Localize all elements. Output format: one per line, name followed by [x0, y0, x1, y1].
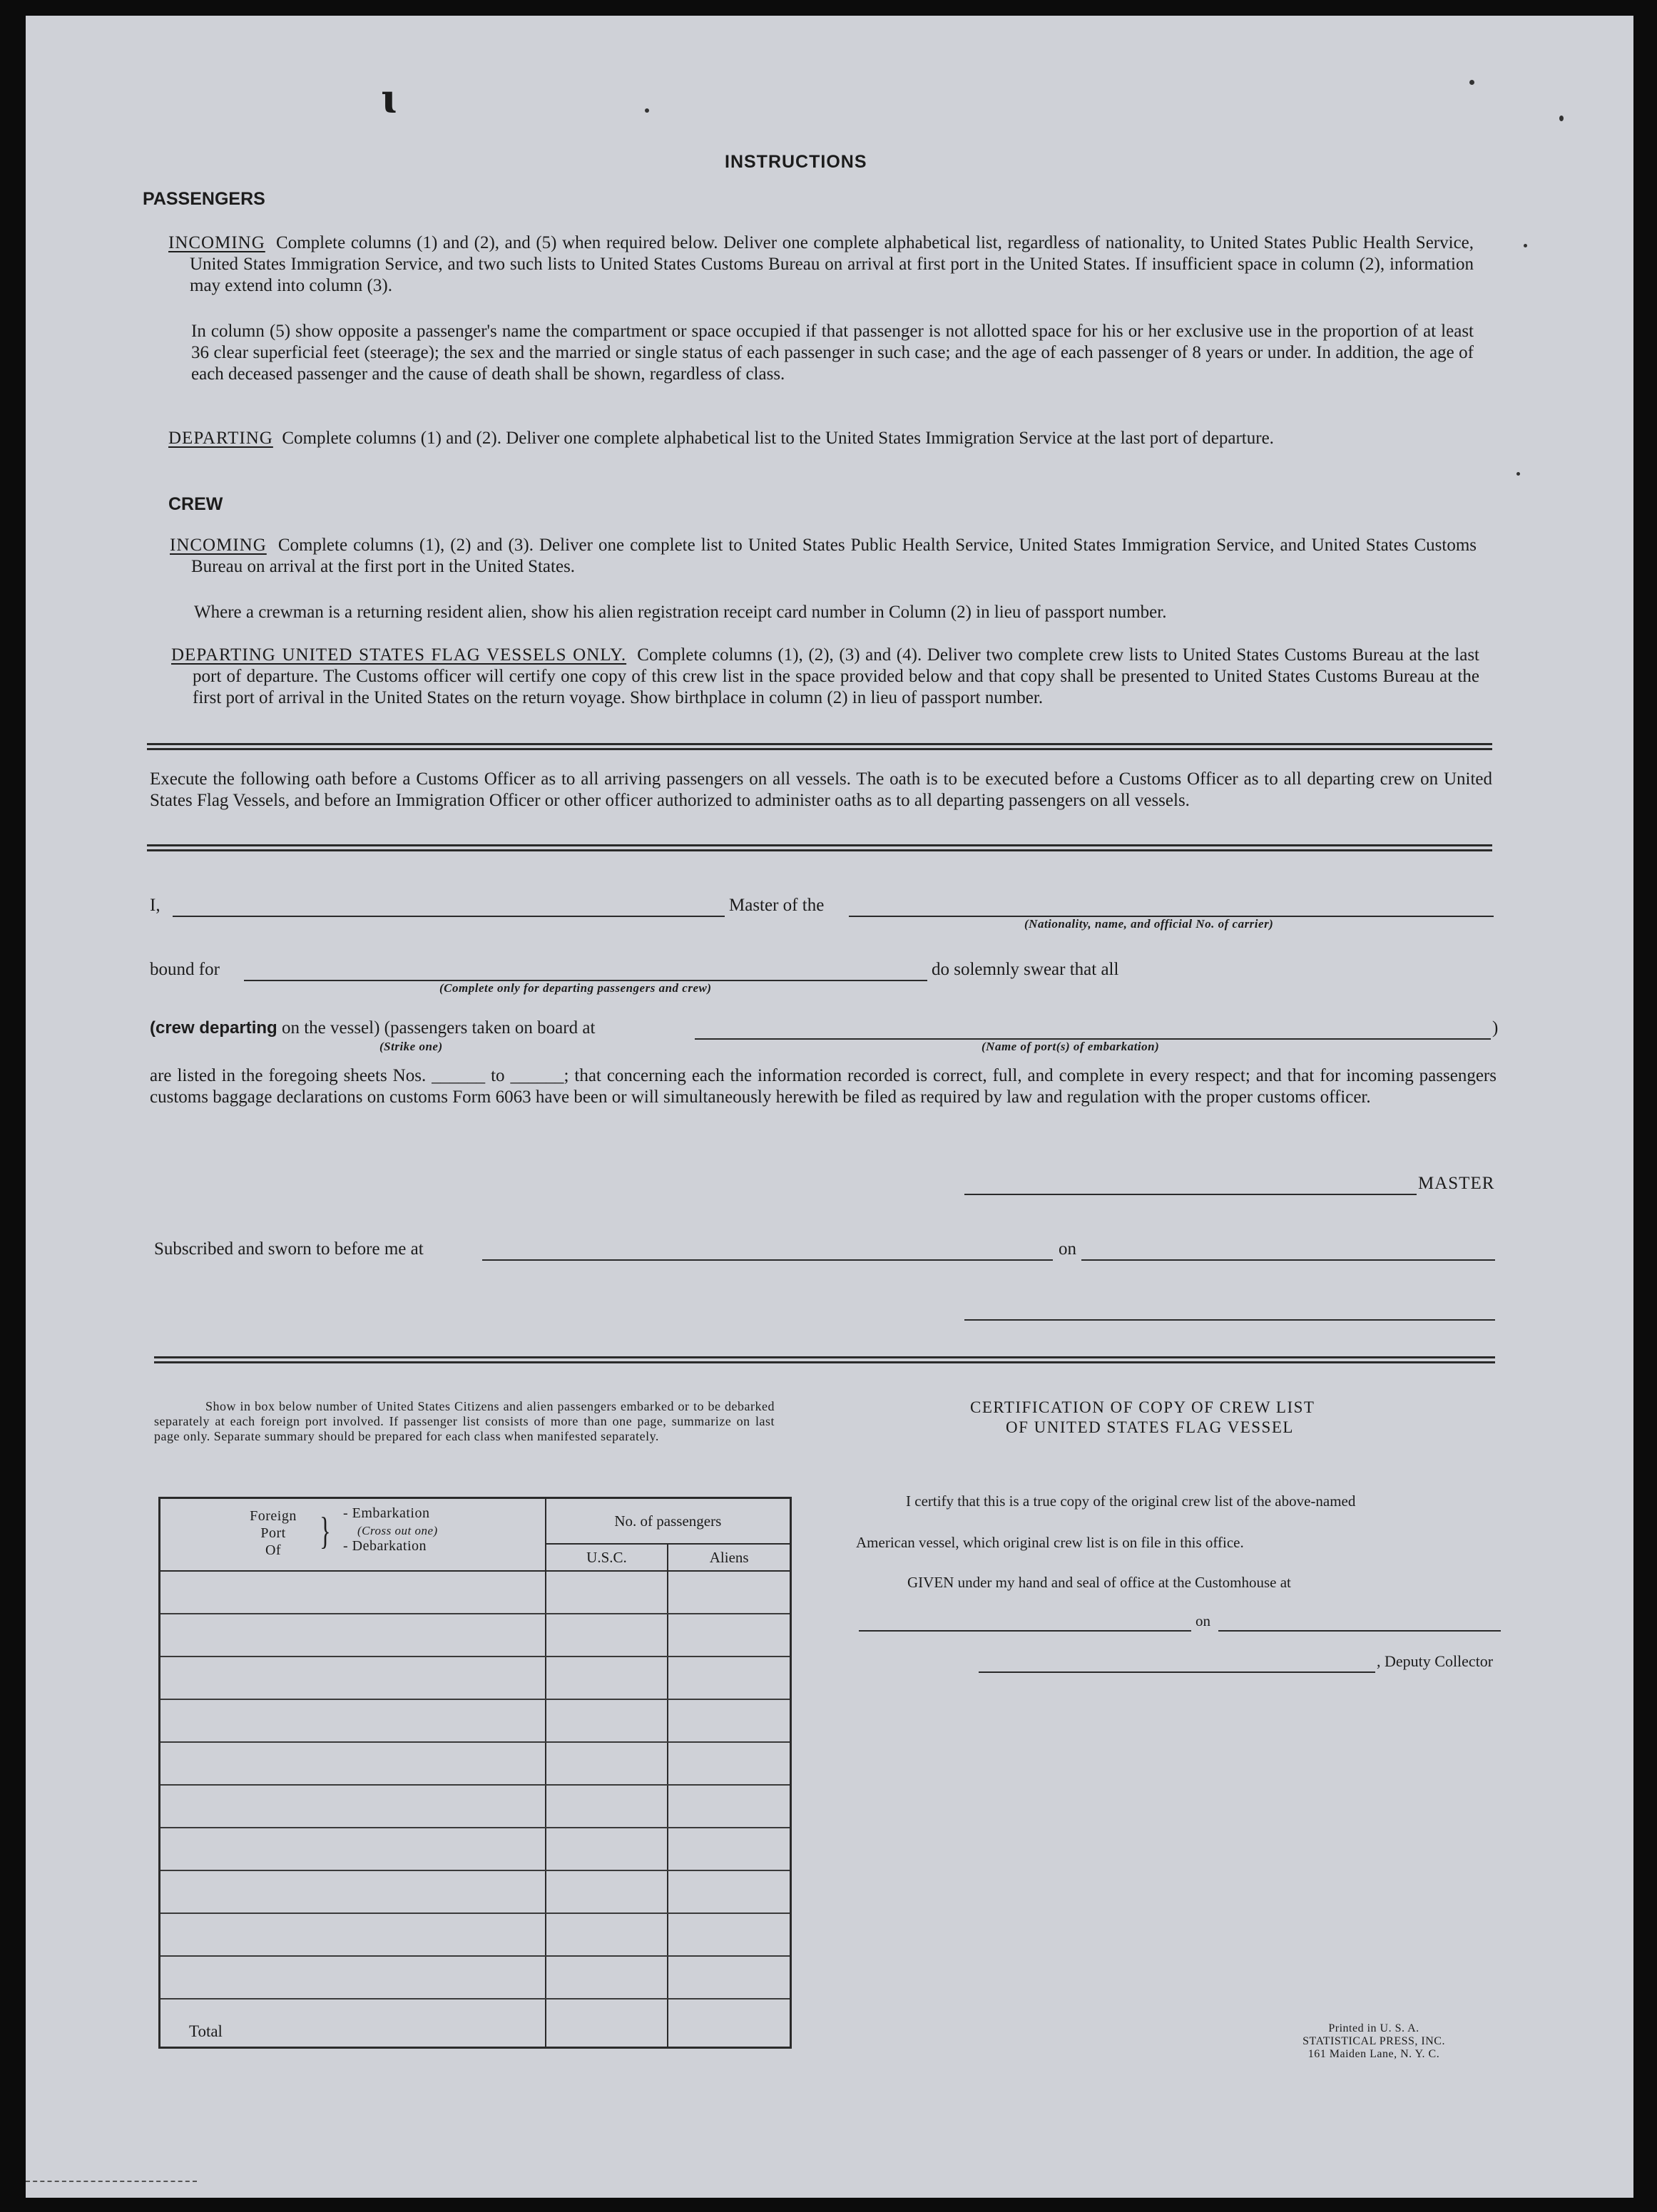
close-paren: )	[1492, 1018, 1499, 1038]
deputy-signature-field[interactable]	[979, 1671, 1375, 1673]
crew-departing-option	[150, 1017, 595, 1039]
usc-cell[interactable]	[546, 1956, 668, 1999]
usc-cell[interactable]	[546, 1828, 668, 1870]
aliens-cell[interactable]	[668, 1742, 790, 1785]
passengers-heading: PASSENGERS	[143, 189, 265, 209]
departing-text: Complete columns (1) and (2). Deliver one complete alphabetical list to the United States Immigration Service at the last port of departure.	[282, 429, 1274, 448]
table-row	[160, 1699, 791, 1742]
embarkation-label: - Embarkation	[343, 1505, 430, 1521]
table-row	[160, 1657, 791, 1699]
total-row	[160, 1999, 791, 2048]
table-header-row	[160, 1498, 791, 1545]
bound-for-label: bound for	[150, 960, 220, 979]
port-cell[interactable]	[160, 1571, 546, 1614]
aliens-cell[interactable]	[668, 1699, 790, 1742]
usc-cell[interactable]	[546, 1614, 668, 1657]
section-divider	[154, 1356, 1495, 1363]
section-divider	[147, 844, 1492, 851]
summary-instruction: Show in box below number of United States Citizens and alien passengers embarked or to be debarked separately at each foreign port involved. If passenger list consists of more than one page, summarize on last page only. Separate summary should be prepared for each class when manifested separately.	[154, 1399, 775, 1443]
of-label: Of	[265, 1542, 282, 1558]
scan-speck	[1469, 80, 1474, 85]
printer-line3: 161 Maiden Lane, N. Y. C.	[1307, 2048, 1440, 2060]
aliens-cell[interactable]	[668, 1828, 790, 1870]
subscribed-date-field[interactable]	[1081, 1259, 1495, 1261]
foreign-label: Foreign	[250, 1508, 297, 1524]
table-row	[160, 1956, 791, 1999]
crewman-paragraph: Where a crewman is a returning resident alien, show his alien registration receipt card number in Column (2) in lieu of passport number.	[194, 603, 1167, 622]
passengers-incoming-paragraph	[168, 232, 1474, 297]
port-cell[interactable]	[160, 1657, 546, 1699]
scan-speck	[1559, 116, 1564, 121]
incoming-text: Complete columns (1) and (2), and (5) when required below. Deliver one complete alphabetical list, regardless of nationality, to United States Public Health Service, United States Immigration Service, and two such lists to United States Customs Bureau on arrival at first port in the United States. If insufficient space in column (2), information may extend into column (3).	[190, 233, 1474, 295]
port-cell[interactable]	[160, 1785, 546, 1828]
complete-only-hint: (Complete only for departing passengers and crew)	[439, 981, 712, 995]
usc-cell[interactable]	[546, 1785, 668, 1828]
port-cell[interactable]	[160, 1699, 546, 1742]
certify-line1: I certify that this is a true copy of the original crew list of the above-named	[906, 1492, 1356, 1510]
usc-cell[interactable]	[546, 1699, 668, 1742]
usc-cell[interactable]	[546, 1913, 668, 1956]
table-row	[160, 1870, 791, 1913]
scan-speck	[645, 108, 649, 113]
crew-heading: CREW	[168, 494, 223, 514]
oath-intro: Execute the following oath before a Customs Officer as to all arriving passengers on all vessels. The oath is to be executed before a Customs Officer as to all departing crew on United States Flag Vessels, and before an Immigration Officer or other officer authorized to administer oaths as to all departing passengers on all vessels.	[150, 769, 1492, 810]
certification-on-label: on	[1195, 1612, 1210, 1629]
usc-cell[interactable]	[546, 1571, 668, 1614]
table-row	[160, 1785, 791, 1828]
usc-cell[interactable]	[546, 1870, 668, 1913]
section-divider	[147, 743, 1492, 750]
certification-title-line1: CERTIFICATION OF COPY OF CREW LIST	[970, 1398, 1315, 1416]
master-name-field[interactable]	[173, 916, 725, 917]
deputy-collector-label: , Deputy Collector	[1377, 1652, 1494, 1670]
aliens-cell[interactable]	[668, 1614, 790, 1657]
aliens-cell[interactable]	[668, 1913, 790, 1956]
aliens-cell[interactable]	[668, 1870, 790, 1913]
usc-cell[interactable]	[546, 1742, 668, 1785]
certification-title-line2: OF UNITED STATES FLAG VESSEL	[1006, 1418, 1294, 1436]
table-row	[160, 1913, 791, 1956]
cross-out-hint: (Cross out one)	[357, 1524, 438, 1537]
solemnly-swear-text: do solemnly swear that all	[932, 960, 1119, 979]
aliens-total-cell[interactable]	[668, 1999, 790, 2048]
master-of-the-label: Master of the	[729, 896, 825, 915]
table-row	[160, 1828, 791, 1870]
given-line: GIVEN under my hand and seal of office at the Customhouse at	[907, 1574, 1291, 1591]
brace-icon: }	[320, 1510, 331, 1552]
listed-paragraph: are listed in the foregoing sheets Nos. ______ to ______; that concerning each the information recorded is correct, full, and complete in every respect; and that for incoming passengers customs baggage declarations on customs Form 6063 have been or will simultaneously herewith be filed as required by law and regulation with the proper customs officer.	[150, 1066, 1497, 1107]
crew-incoming-label: INCOMING	[170, 536, 267, 555]
debarkation-label: - Debarkation	[343, 1538, 427, 1554]
ports-hint: (Name of port(s) of embarkation)	[982, 1040, 1160, 1053]
master-signature-line[interactable]	[964, 1194, 1417, 1195]
passenger-summary-table	[158, 1497, 792, 2049]
passengers-departing-paragraph	[168, 428, 1475, 449]
bottom-edge-mark	[26, 2181, 197, 2182]
subscribed-label: Subscribed and sworn to before me at	[154, 1239, 424, 1259]
crew-incoming-paragraph	[170, 535, 1477, 578]
form-page	[26, 16, 1633, 2198]
port-cell[interactable]	[160, 1956, 546, 1999]
subscribed-on-label: on	[1059, 1239, 1076, 1259]
master-label: MASTER	[1418, 1174, 1495, 1193]
port-cell[interactable]	[160, 1742, 546, 1785]
crew-departing-text: Complete columns (1), (2), (3) and (4). Deliver two complete crew lists to United States Customs Bureau at the last port of departure. The Customs officer will certify one copy of this crew list in the space provided below and that copy shall be presented to United States Customs Bureau at the first port of arrival in the United States on the return voyage. Show birthplace in column (2) in lieu of passport number.	[193, 645, 1480, 707]
port-label: Port	[260, 1525, 286, 1541]
certification-date-field[interactable]	[1218, 1630, 1501, 1632]
port-cell[interactable]	[160, 1828, 546, 1870]
departing-label: DEPARTING	[168, 429, 273, 448]
crew-departing-label: DEPARTING UNITED STATES FLAG VESSELS ONLY.	[171, 645, 627, 665]
crew-departing-text: (crew departing	[150, 1018, 277, 1038]
passengers-taken-text: (passengers taken on board at	[384, 1018, 596, 1038]
no-of-passengers-header: No. of passengers	[546, 1498, 791, 1545]
on-the-vessel-text: on the vessel)	[281, 1018, 380, 1038]
aliens-header: Aliens	[668, 1544, 790, 1571]
aliens-cell[interactable]	[668, 1956, 790, 1999]
crew-incoming-text: Complete columns (1), (2) and (3). Deliver one complete list to United States Public Health Service, United States Immigration Service, and United States Customs Bureau on arrival at the first port in the United States.	[191, 536, 1477, 576]
handwritten-mark: ɩ	[381, 76, 397, 123]
port-cell[interactable]	[160, 1614, 546, 1657]
column5-paragraph: In column (5) show opposite a passenger's name the compartment or space occupied if that passenger is not allotted space for his or her exclusive use in the proportion of at least 36 clear superficial feet (steerage); the sex and the married or single status of each passenger in such case; and the age of each passenger of 8 years or under. In addition, the age of each deceased passenger and the cause of death shall be shown, regardless of class.	[191, 322, 1474, 384]
aliens-cell[interactable]	[668, 1571, 790, 1614]
instructions-title: INSTRUCTIONS	[725, 152, 867, 172]
printer-line1: Printed in U. S. A.	[1328, 2022, 1419, 2034]
aliens-cell[interactable]	[668, 1785, 790, 1828]
subscribed-place-field[interactable]	[482, 1259, 1053, 1261]
usc-cell[interactable]	[546, 1657, 668, 1699]
scan-speck	[1524, 244, 1527, 247]
table-row	[160, 1571, 791, 1614]
total-label: Total	[160, 1999, 546, 2048]
usc-total-cell[interactable]	[546, 1999, 668, 2048]
crew-departing-paragraph	[171, 645, 1479, 709]
strike-one-hint: (Strike one)	[379, 1040, 443, 1053]
table-row	[160, 1742, 791, 1785]
incoming-label: INCOMING	[168, 233, 265, 252]
printer-line2: STATISTICAL PRESS, INC.	[1302, 2035, 1445, 2047]
nationality-hint: (Nationality, name, and official No. of carrier)	[1024, 917, 1274, 931]
scan-speck	[1516, 472, 1520, 476]
usc-header: U.S.C.	[546, 1544, 668, 1571]
table-row	[160, 1614, 791, 1657]
foreign-port-header	[160, 1498, 546, 1572]
certify-line2: American vessel, which original crew list is on file in this office.	[856, 1534, 1244, 1551]
i-label: I,	[150, 896, 160, 915]
officer-signature-line[interactable]	[964, 1319, 1495, 1321]
aliens-cell[interactable]	[668, 1657, 790, 1699]
customhouse-field[interactable]	[859, 1630, 1191, 1632]
port-cell[interactable]	[160, 1870, 546, 1913]
port-cell[interactable]	[160, 1913, 546, 1956]
